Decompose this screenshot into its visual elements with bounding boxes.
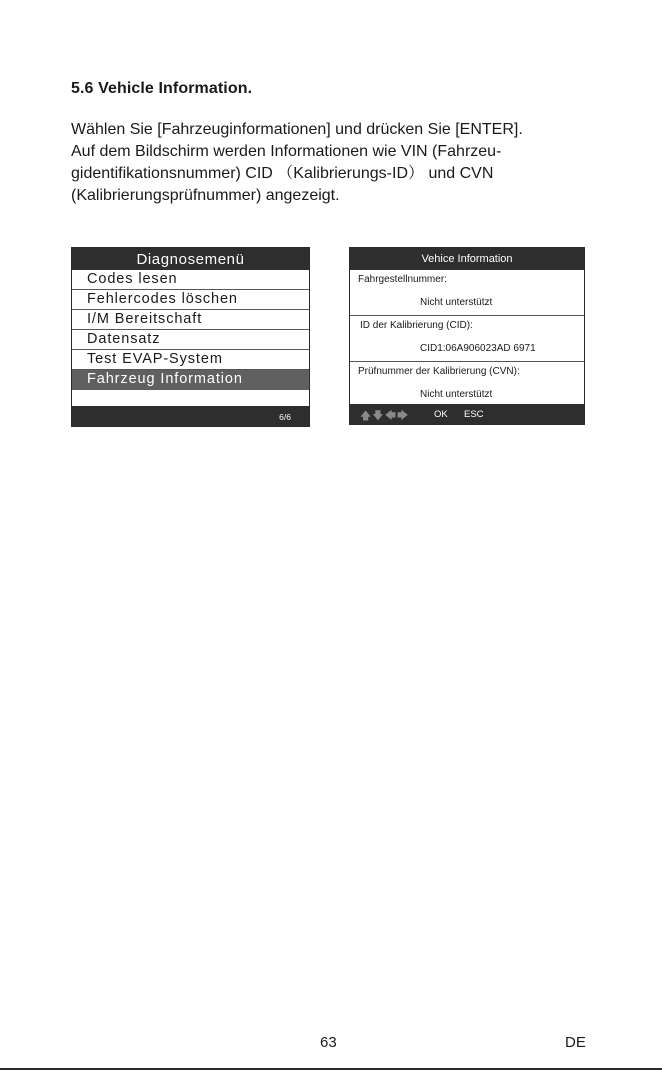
menu-footer [72,406,309,426]
description-paragraph [71,120,601,208]
info-value: Nicht unterstützt [420,389,493,400]
info-value: CID1:06A906023AD 6971 [420,343,536,354]
info-label: Fahrgestellnummer: [358,274,447,285]
vehicle-info-screen [349,247,585,425]
info-row-vin [350,270,584,316]
page-indicator: 6/6 [279,412,291,422]
page-number: 63 [320,1034,337,1051]
ok-label: OK [434,409,448,420]
menu-item-im-bereitschaft[interactable]: I/M Bereitschaft [72,310,309,330]
section-heading: 5.6 Vehicle Information. [71,80,253,97]
paragraph-line: (Kalibrierungsprüfnummer) angezeigt. [71,187,340,204]
info-label: ID der Kalibrierung (CID): [360,320,473,331]
menu-title: Diagnosemenü [72,248,309,270]
menu-item-datensatz[interactable]: Datensatz [72,330,309,350]
info-title: Vehice Information [350,248,584,270]
menu-item-fehlercodes-loeschen[interactable]: Fehlercodes löschen [72,290,309,310]
info-row-cvn [350,362,584,407]
menu-item-test-evap[interactable]: Test EVAP-System [72,350,309,370]
info-row-cid [350,316,584,362]
paragraph-line: Auf dem Bildschirm werden Informationen wie VIN (Fahrzeu- [71,143,502,160]
paragraph-line: gidentifikationsnummer) CID （Kalibrierungs-ID） und CVN [71,165,494,182]
arrow-keys-icon: 🡅🡇🡄🡆 [360,410,410,422]
language-code: DE [565,1034,586,1051]
paragraph-line: Wählen Sie [Fahrzeuginformationen] und drücken Sie [ENTER]. [71,121,523,138]
menu-item-fahrzeug-information[interactable]: Fahrzeug Information [72,370,309,390]
menu-item-codes-lesen[interactable]: Codes lesen [72,270,309,290]
bottom-divider [0,1068,662,1070]
info-label: Prüfnummer der Kalibrierung (CVN): [358,366,520,377]
diagnostic-menu-screen [71,247,310,427]
esc-label: ESC [464,409,484,420]
info-footer [350,404,584,424]
info-value: Nicht unterstützt [420,297,493,308]
